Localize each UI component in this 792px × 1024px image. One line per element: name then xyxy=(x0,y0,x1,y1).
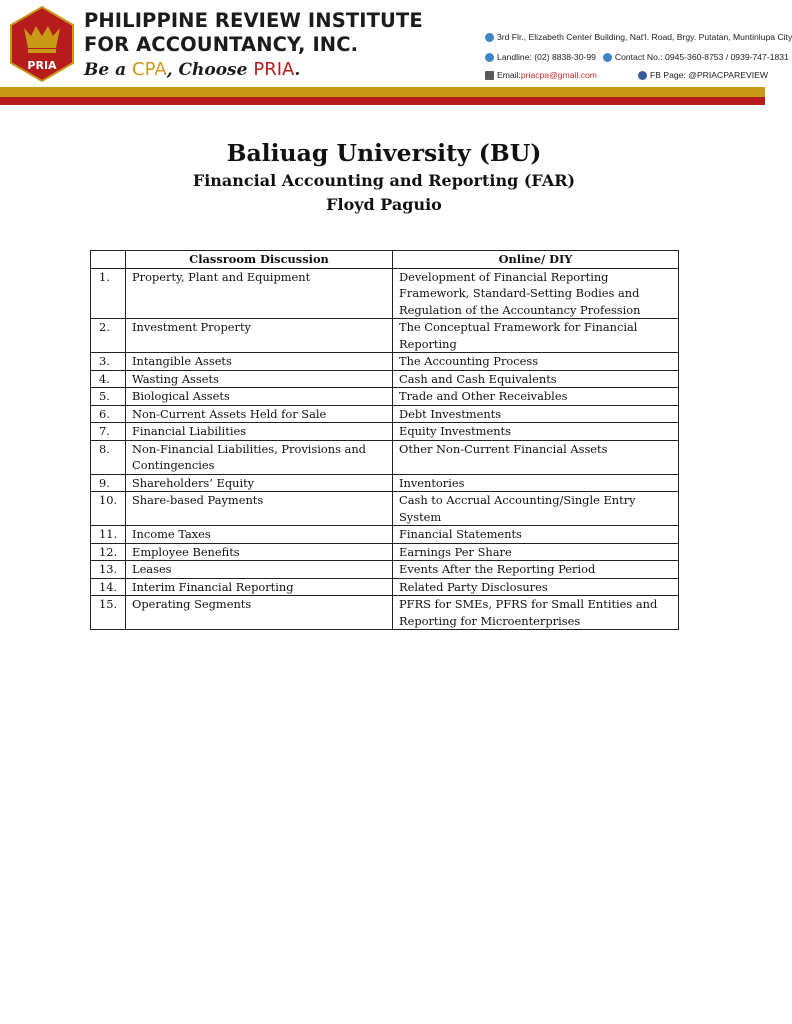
table-row xyxy=(91,370,679,388)
landline-text: Landline: (02) 8838-30-99 xyxy=(497,52,596,62)
header-number xyxy=(91,251,126,269)
institute-name xyxy=(84,9,464,57)
table-row xyxy=(91,353,679,371)
table-row xyxy=(91,319,679,353)
tagline-cpa: CPA xyxy=(132,59,167,80)
institute-name-line1: PHILIPPINE REVIEW INSTITUTE xyxy=(84,9,423,32)
row-number: 12. xyxy=(91,543,126,561)
letterhead xyxy=(0,0,792,108)
tagline-part1: Be a xyxy=(84,60,133,80)
tagline-part2: , Choose xyxy=(166,60,254,80)
row-number: 13. xyxy=(91,561,126,579)
email-label: Email: xyxy=(497,70,521,80)
email-link[interactable]: priacpa@gmail.com xyxy=(520,70,597,80)
header-gold-band xyxy=(0,87,765,97)
address-text: 3rd Flr., Elizabeth Center Building, Nat'l. Road, Brgy. Putatan, Muntinlupa City xyxy=(497,32,792,42)
classroom-topic: Interim Financial Reporting xyxy=(126,578,393,596)
row-number: 4. xyxy=(91,370,126,388)
classroom-topic: Share-based Payments xyxy=(126,492,393,526)
envelope-icon xyxy=(485,71,494,80)
classroom-topic: Intangible Assets xyxy=(126,353,393,371)
row-number: 7. xyxy=(91,423,126,441)
classroom-topic: Financial Liabilities xyxy=(126,423,393,441)
facebook-icon xyxy=(638,71,647,80)
row-number: 8. xyxy=(91,440,126,474)
online-diy-topic: Cash and Cash Equivalents xyxy=(393,370,679,388)
tagline-end: . xyxy=(294,60,301,80)
classroom-topic: Wasting Assets xyxy=(126,370,393,388)
document-title: Baliuag University (BU) xyxy=(226,139,542,167)
classroom-topic: Income Taxes xyxy=(126,526,393,544)
row-number: 1. xyxy=(91,268,126,319)
classroom-topic: Shareholders’ Equity xyxy=(126,474,393,492)
online-diy-topic: Cash to Accrual Accounting/Single Entry System xyxy=(393,492,679,526)
phone-line xyxy=(485,52,789,62)
table-row xyxy=(91,423,679,441)
facebook-page-text: FB Page: @PRIACPAREVIEW xyxy=(650,70,768,80)
online-diy-topic: Earnings Per Share xyxy=(393,543,679,561)
online-diy-topic: The Conceptual Framework for Financial Reporting xyxy=(393,319,679,353)
row-number: 14. xyxy=(91,578,126,596)
tagline-pria: PRIA xyxy=(253,59,295,80)
row-number: 11. xyxy=(91,526,126,544)
classroom-topic: Leases xyxy=(126,561,393,579)
address-line xyxy=(485,32,792,42)
online-diy-topic: Financial Statements xyxy=(393,526,679,544)
table-row xyxy=(91,596,679,630)
row-number: 9. xyxy=(91,474,126,492)
classroom-topic: Investment Property xyxy=(126,319,393,353)
table-row xyxy=(91,268,679,319)
online-diy-topic: Debt Investments xyxy=(393,405,679,423)
document-author: Floyd Paguio xyxy=(326,195,442,214)
contact-number-text: Contact No.: 0945-360-8753 / 0939-747-1831 xyxy=(614,52,789,62)
table-row xyxy=(91,526,679,544)
location-pin-icon xyxy=(485,33,494,42)
online-diy-topic: PFRS for SMEs, PFRS for Small Entities and Reporting for Microenterprises xyxy=(393,596,679,630)
topics-table xyxy=(90,250,679,630)
row-number: 3. xyxy=(91,353,126,371)
classroom-topic: Non-Current Assets Held for Sale xyxy=(126,405,393,423)
tagline xyxy=(84,59,300,80)
online-diy-topic: Inventories xyxy=(393,474,679,492)
online-diy-topic: Events After the Reporting Period xyxy=(393,561,679,579)
table-row xyxy=(91,388,679,406)
table-header-row xyxy=(91,251,679,269)
email-line xyxy=(485,70,597,80)
facebook-line xyxy=(638,70,768,80)
classroom-topic: Operating Segments xyxy=(126,596,393,630)
header-red-band xyxy=(0,97,765,105)
classroom-topic: Property, Plant and Equipment xyxy=(126,268,393,319)
online-diy-topic: Equity Investments xyxy=(393,423,679,441)
table-row xyxy=(91,440,679,474)
online-diy-topic: Other Non-Current Financial Assets xyxy=(393,440,679,474)
table-row xyxy=(91,492,679,526)
mobile-phone-icon xyxy=(603,53,612,62)
row-number: 15. xyxy=(91,596,126,630)
classroom-topic: Non-Financial Liabilities, Provisions and Contingencies xyxy=(126,440,393,474)
table-row xyxy=(91,405,679,423)
phone-icon xyxy=(485,53,494,62)
document-subtitle: Financial Accounting and Reporting (FAR) xyxy=(192,171,576,190)
pria-logo xyxy=(9,6,75,82)
header-classroom-discussion: Classroom Discussion xyxy=(126,251,393,269)
online-diy-topic: The Accounting Process xyxy=(393,353,679,371)
table-row xyxy=(91,578,679,596)
row-number: 10. xyxy=(91,492,126,526)
row-number: 2. xyxy=(91,319,126,353)
logo-text: PRIA xyxy=(27,59,57,72)
table-row xyxy=(91,474,679,492)
row-number: 5. xyxy=(91,388,126,406)
table-row xyxy=(91,543,679,561)
classroom-topic: Employee Benefits xyxy=(126,543,393,561)
table-body xyxy=(91,268,679,630)
header-online-diy: Online/ DIY xyxy=(393,251,679,269)
online-diy-topic: Development of Financial Reporting Framework, Standard-Setting Bodies and Regulation of the Accountancy Profession xyxy=(393,268,679,319)
classroom-topic: Biological Assets xyxy=(126,388,393,406)
online-diy-topic: Trade and Other Receivables xyxy=(393,388,679,406)
institute-name-line2: FOR ACCOUNTANCY, INC. xyxy=(84,33,359,56)
table-row xyxy=(91,561,679,579)
online-diy-topic: Related Party Disclosures xyxy=(393,578,679,596)
row-number: 6. xyxy=(91,405,126,423)
